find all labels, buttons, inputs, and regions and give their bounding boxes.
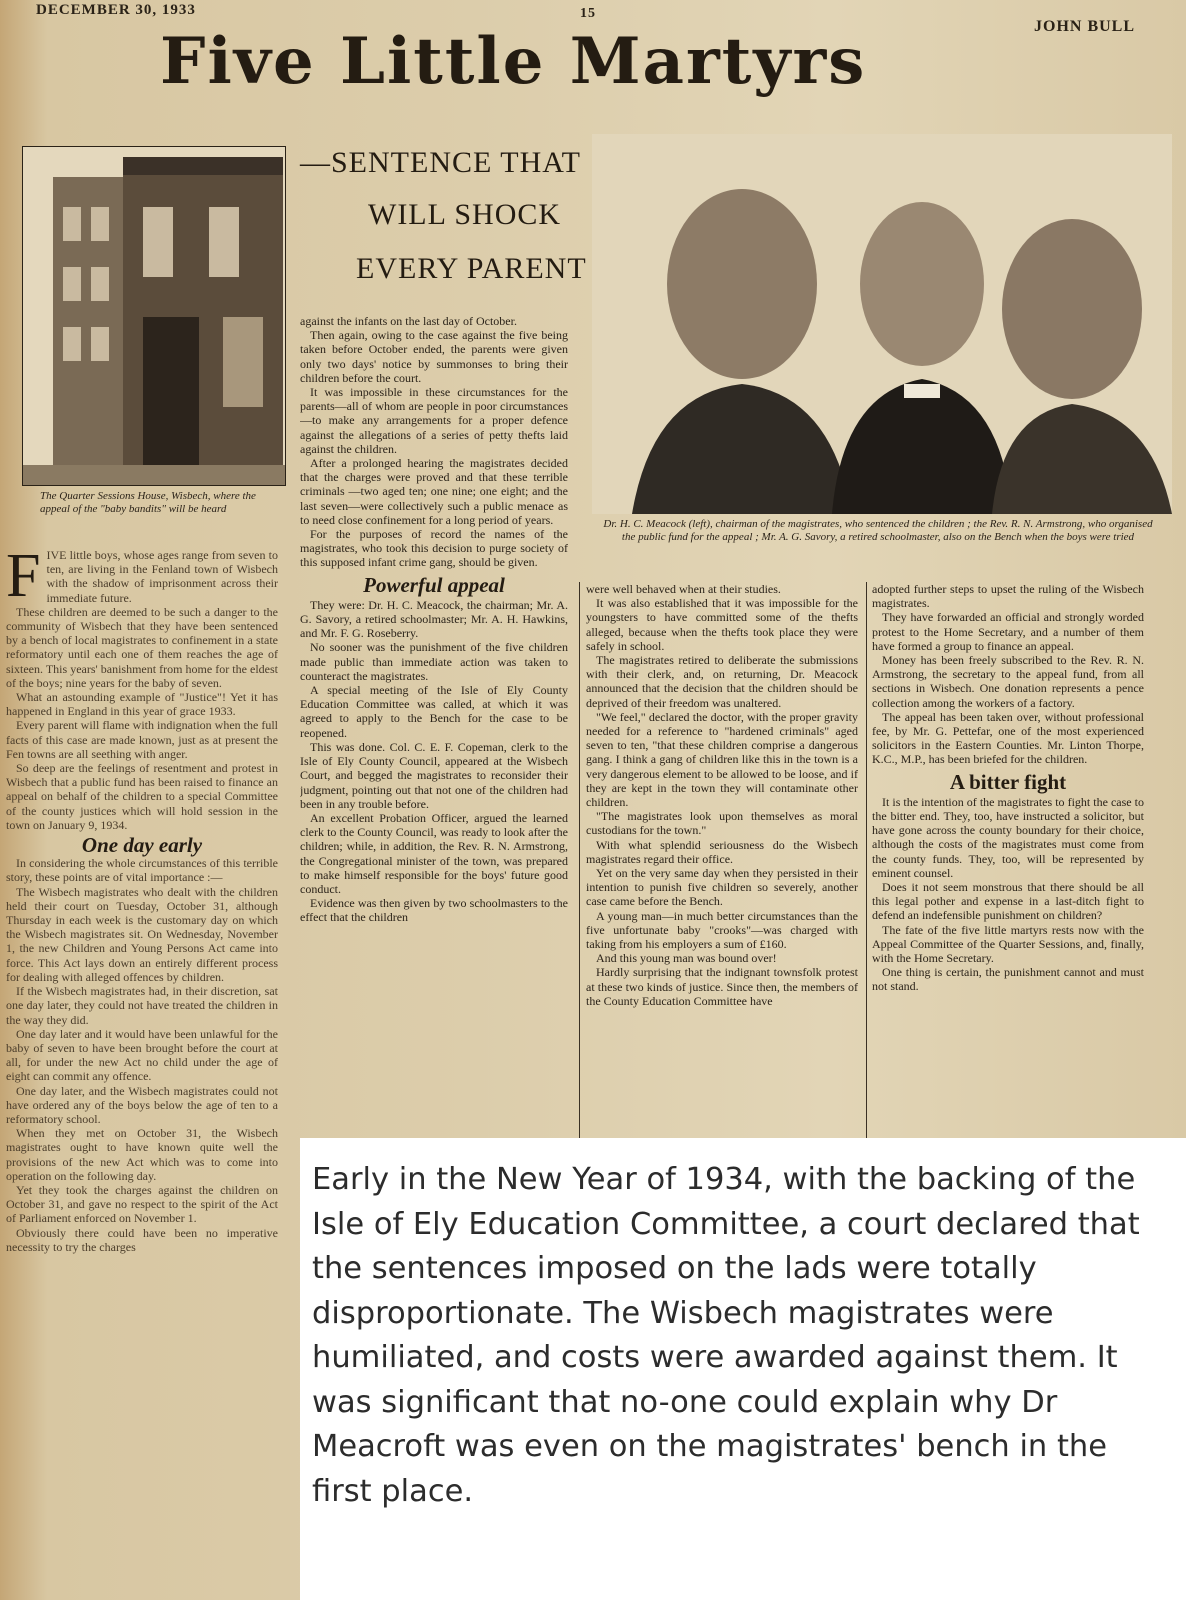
paragraph: For the purposes of record the names of the magistrates, who took this decision to purge society of this supposed infant crime gang, should be given. (300, 527, 568, 570)
paragraph: One thing is certain, the punishment cannot and must not stand. (872, 965, 1144, 994)
subheadline-line-3: EVERY PARENT (356, 252, 587, 285)
paragraph: adopted further steps to upset the ruling of the Wisbech magistrates. (872, 582, 1144, 611)
paragraph: They were: Dr. H. C. Meacock, the chairman; Mr. A. G. Savory, a retired schoolmaster; Mr. A. H. Hawkins, and Mr. F. G. Roseberry. (300, 597, 568, 641)
paragraph: Hardly surprising that the indignant townsfolk protest at these two kinds of justice. Since then, the members of the County Education Committee have (586, 965, 858, 1008)
annotation-text: Early in the New Year of 1934, with the backing of the Isle of Ely Education Committee, a court declared that the sentences imposed on the lads were totally disproportionate. The Wisbech magistrates were humiliated, and costs were awarded against them. It was significant that no-one could explain why Dr Meacroft was even on the magistrates' bench in the first place. (312, 1162, 1140, 1509)
section-heading: A bitter fight (949, 769, 1067, 794)
paragraph: An excellent Probation Officer, argued the learned clerk to the County Council, was ready to look after the children; while, in addition, the Rev. R. N. Armstrong, the Congregational minister of the town, was prepared to make himself responsible for the boys' future good conduct. (300, 810, 568, 896)
paragraph: In considering the whole circumstances of this terrible story, these points are of vital importance :— (6, 856, 278, 885)
portraits-caption: Dr. H. C. Meacock (left), chairman of the magistrates, who sentenced the children ; the Rev. R. N. Armstrong, who organised the public fund for the appeal ; Mr. A. G. Savory, a retired schoolmaster, also on the Bench when the boys were tried (603, 518, 1153, 543)
paragraph: Money has been freely subscribed to the Rev. R. N. Armstrong, the secretary to the appeal fund, from all sections in Wisbech. One donation represents a pence collection among the workers of a factory. (872, 653, 1144, 710)
paragraph: The fate of the five little martyrs rests now with the Appeal Committee of the Quarter Sessions, and, finally, with the Home Secretary. (872, 922, 1144, 966)
paragraph: So deep are the feelings of resentment and protest in Wisbech that a public fund has been raised to finance an appeal on behalf of the children to a special Committee of the county justices which will hold session in the town on January 9, 1934. (6, 761, 278, 832)
building-photo-caption: The Quarter Sessions House, Wisbech, where the appeal of the "baby bandits" will be heard (40, 490, 256, 515)
paragraph: were well behaved when at their studies. (586, 582, 781, 596)
quarter-sessions-house-photo (22, 146, 286, 486)
section-heading: One day early (81, 833, 203, 858)
paragraph: Evidence was then given by two schoolmasters to the effect that the children (300, 896, 568, 925)
paragraph: If the Wisbech magistrates had, in their discretion, sat one day later, they could not have treated the children in the way they did. (6, 984, 278, 1027)
page-number: 15 (580, 6, 596, 21)
paragraph: Yet on the very same day when they persisted in their intention to punish five children so severely, another case came before the Bench. (586, 866, 858, 909)
paragraph: When they met on October 31, the Wisbech magistrates ought to have known quite well the provisions of the new Act which was to come into operation on the following day. (6, 1126, 278, 1183)
paragraph: It was impossible in these circumstances for the parents—all of whom are people in poor circumstances—to make any arrangements for a proper defence against the allegations of a series of petty thefts laid against the children. (300, 385, 568, 456)
paragraph: No sooner was the punishment of the five children made public than immediate action was taken to counteract the magistrates. (300, 640, 568, 683)
paragraph: It is the intention of the magistrates to fight the case to the bitter end. They, too, have instructed a solicitor, but have gone across the county boundary for their choice, although the costs of the magistrates must come from the county funds. They, too, will be represented by eminent counsel. (872, 794, 1144, 880)
drop-cap: F (6, 548, 41, 610)
paragraph: This was done. Col. C. E. F. Copeman, clerk to the Isle of Ely County Council, appeared at the Wisbech Court, and begged the magistrates to reconsider their judgment, pointing out that not one of the children had been in any trouble before. (300, 739, 568, 811)
paragraph: A special meeting of the Isle of Ely County Education Committee was called, at which it was agreed to apply to the Bench for the case to be reopened. (300, 683, 568, 740)
paragraph: Does it not seem monstrous that there should be all this legal pother and expense in a last-ditch fight to defend an indefensible punishment on children? (872, 880, 1144, 923)
paragraph: The Wisbech magistrates who dealt with the children held their court on Tuesday, October 31, although Thursday in each week is the customary day on which the Wisbech magistrates sit. On Wednesday, November 1, the new Children and Young Persons Act came into force. This Act lays down an entirely different process for dealing with alleged offences by children. (6, 884, 278, 984)
headline: Five Little Martyrs (160, 24, 867, 99)
paragraph: A young man—in much better circumstances than the five unfortunate baby "crooks"—was charged with taking from his employers a sum of £160. (586, 908, 858, 952)
paragraph: Obviously there could have been no imperative necessity to try the charges (6, 1225, 278, 1254)
column-rule (579, 582, 580, 1142)
portraits-illustration (592, 134, 1172, 514)
paragraph: It was also established that it was impossible for the youngsters to have committed some of the thefts alleged, because when the thefts took place they were safely in school. (586, 596, 858, 653)
paragraph: With what splendid seriousness do the Wisbech magistrates regard their office. (586, 837, 858, 866)
paragraph: "The magistrates look upon themselves as moral custodians for the town." (586, 809, 858, 838)
magistrates-portraits-photo (592, 134, 1172, 514)
paragraph: The appeal has been taken over, without professional fee, by Mr. G. Pettefar, one of the most experienced solicitors in the Eastern Counties. Mr. Linton Thorpe, K.C., M.P., has been briefed for the children. (872, 709, 1144, 767)
paragraph: Yet they took the charges against the children on October 31, and gave no respect to the spirit of the Act of Parliament enforced on November 1. (6, 1182, 278, 1226)
subheadline-line-2: WILL SHOCK (368, 198, 562, 231)
article-column-3 (586, 582, 858, 1138)
paragraph: The magistrates retired to deliberate the submissions with their clerk, and, on returning, Dr. Meacock announced that the decision that the children should be deprived of their freedom was unaltered. (586, 653, 858, 710)
paragraph: After a prolonged hearing the magistrates decided that the charges were proved and that these terrible criminals —two aged ten; one nine; one eight; and the last seven—were collectively such a public menace as to need close confinement for a long period of years. (300, 456, 568, 527)
paragraph: One day later and it would have been unlawful for the baby of seven to have been brought before the court at all, for under the new Act no child under the age of eight can commit any offence. (6, 1026, 278, 1084)
article-column-2 (300, 314, 568, 1138)
building-illustration (23, 147, 285, 485)
paragraph: And this young man was bound over! (596, 951, 777, 966)
paragraph: "We feel," declared the doctor, with the proper gravity needed for a reference to "hardened criminals" aged seven to ten, "that these children comprise a dangerous gang. I think a gang of children like this in the town is a very dangerous element to be allowed to be loose, and if they are kept in the town they will contaminate other children. (586, 709, 858, 810)
section-heading: Powerful appeal (363, 572, 505, 597)
article-column-4 (872, 582, 1144, 1138)
paragraph: These children are deemed to be such a danger to the community of Wisbech that they have been sentenced by a bench of local magistrates to confinement in a state reformatory until each one of them reaches the age of sixteen. This years' banishment from home for the eldest of the boys; nine years for the baby of seven. (6, 604, 278, 690)
issue-date: DECEMBER 30, 1933 (36, 2, 196, 18)
paragraph: They have forwarded an official and strongly worded protest to the Home Secretary, and a number of them have formed a group to finance an appeal. (872, 610, 1144, 653)
subheadline-line-1: —SENTENCE THAT (300, 146, 581, 179)
paragraph: IVE little boys, whose ages range from seven to ten, are living in the Fenland town of Wisbech with the shadow of imprisonment across their immediate future. (46, 548, 278, 605)
paragraph: One day later, and the Wisbech magistrates could not have ordered any of the boys below the age of ten to a reformatory school. (6, 1083, 278, 1126)
paragraph: against the infants on the last day of October. (300, 314, 517, 328)
paragraph: Every parent will flame with indignation when the full facts of this case are made known, just as at present the Fen towns are all seething with anger. (6, 718, 278, 761)
paragraph: What an astounding example of "Justice"! Yet it has happened in England in this year of grace 1933. (6, 690, 278, 719)
paragraph: Then again, owing to the case against the five being taken before October ended, the parents were given only two days' notice by summonses to bring their children before the court. (300, 328, 568, 385)
article-column-1 (6, 548, 278, 1600)
column-rule (866, 582, 867, 1142)
publication-name: JOHN BULL (1034, 18, 1136, 35)
